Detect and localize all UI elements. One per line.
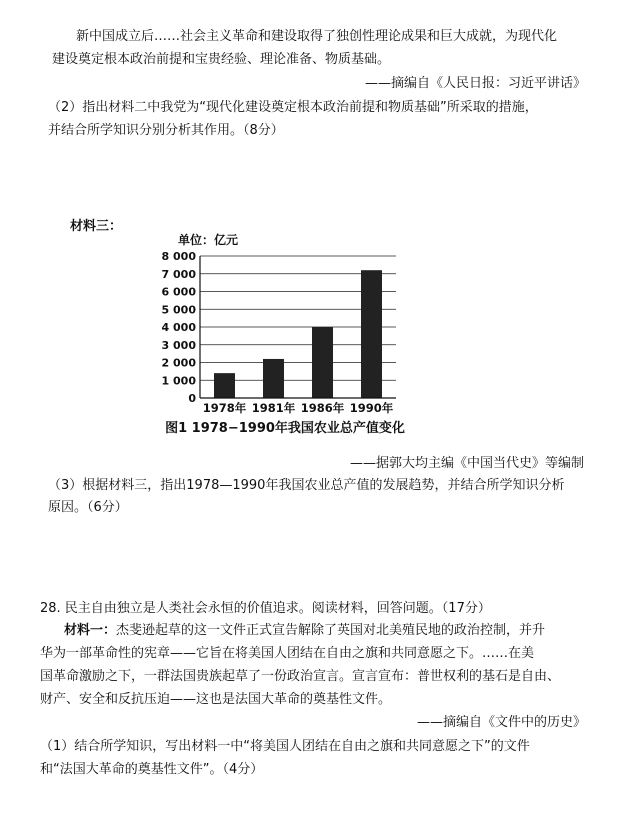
- chart-y-tick-label: 8 000: [161, 250, 196, 263]
- material1-line-1: [64, 622, 545, 640]
- material1-text-1: 杰斐逊起草的这一文件正式宣告解除了英国对北美殖民地的政治控制，并升: [116, 623, 546, 638]
- chart-x-ticks: [203, 401, 394, 415]
- chart-y-tick-label: 7 000: [161, 267, 196, 281]
- material2-line-1: 新中国成立后……社会主义革命和建设取得了独创性理论成果和巨大成就，为现代化: [76, 29, 558, 44]
- material2-source: ——摘编自《人民日报：习近平讲话》: [364, 76, 586, 91]
- chart-y-tick-label: 4 000: [161, 321, 196, 334]
- chart-y-tick-label: 3 000: [161, 338, 196, 352]
- chart-x-tick-label: 1981年: [251, 401, 296, 415]
- material1-line-3: 国革命激励之下，一群法国贵族起草了一份政治宣言。宣言宣布：普世权利的基石是自由、: [40, 669, 561, 684]
- material3-label: 材料三：: [70, 219, 123, 234]
- chart-bar: [263, 359, 284, 398]
- question-28-title: 28. 民主自由独立是人类社会永恒的价值追求。阅读材料，回答问题。（17分）: [40, 601, 491, 616]
- chart-bar: [361, 270, 382, 398]
- chart-x-tick-label: 1978年: [202, 401, 247, 415]
- chart-x-tick-label: 1986年: [300, 401, 345, 415]
- chart-title: 图1 1978−1990年我国农业总产值变化: [165, 421, 405, 436]
- chart-bar: [312, 327, 333, 398]
- chart-y-tick-label: 2 000: [161, 356, 196, 370]
- question-3-line-2: 原因。（6分）: [48, 500, 128, 515]
- question-2-line-2: 并结合所学知识分别分析其作用。（8分）: [48, 123, 284, 138]
- question-3-line-1: （3）根据材料三，指出1978—1990年我国农业总产值的发展趋势，并结合所学知识分析: [48, 478, 565, 493]
- chart-y-ticks: [162, 250, 197, 405]
- material2-line-2: 建设奠定根本政治前提和宝贵经验、理论准备、物质基础。: [52, 52, 391, 67]
- question-28-sub1-line-2: 和“法国大革命的奠基性文件”。（4分）: [40, 762, 264, 777]
- material1-line-2: 华为一部革命性的宪章——它旨在将美国人团结在自由之旗和共同意愿之下。……在美: [40, 646, 535, 661]
- chart-unit-label: 单位：亿元: [178, 233, 239, 247]
- question-28-sub1-line-1: （1）结合所学知识，写出材料一中“将美国人团结在自由之旗和共同意愿之下”的文件: [40, 739, 530, 754]
- chart-bars: [214, 270, 382, 398]
- material1-source: ——摘编自《文件中的历史》: [416, 715, 586, 730]
- material3-source: ——据郭大均主编《中国当代史》等编制: [349, 456, 584, 471]
- chart-x-tick-label: 1990年: [349, 401, 394, 415]
- question-2-line-1: （2）指出材料二中我党为“现代化建设奠定根本政治前提和物质基础”所采取的措施，: [48, 100, 538, 115]
- chart-y-tick-label: 0: [188, 392, 196, 405]
- material1-line-4: 财产、安全和反抗压迫——这也是法国大革命的奠基性文件。: [40, 692, 392, 707]
- chart-y-tick-label: 6 000: [161, 285, 196, 299]
- material1-label: 材料一：: [64, 623, 117, 638]
- chart-y-tick-label: 1 000: [161, 374, 196, 388]
- chart-bar: [214, 373, 235, 398]
- agriculture-output-chart: [150, 228, 440, 443]
- chart-y-tick-label: 5 000: [161, 303, 196, 317]
